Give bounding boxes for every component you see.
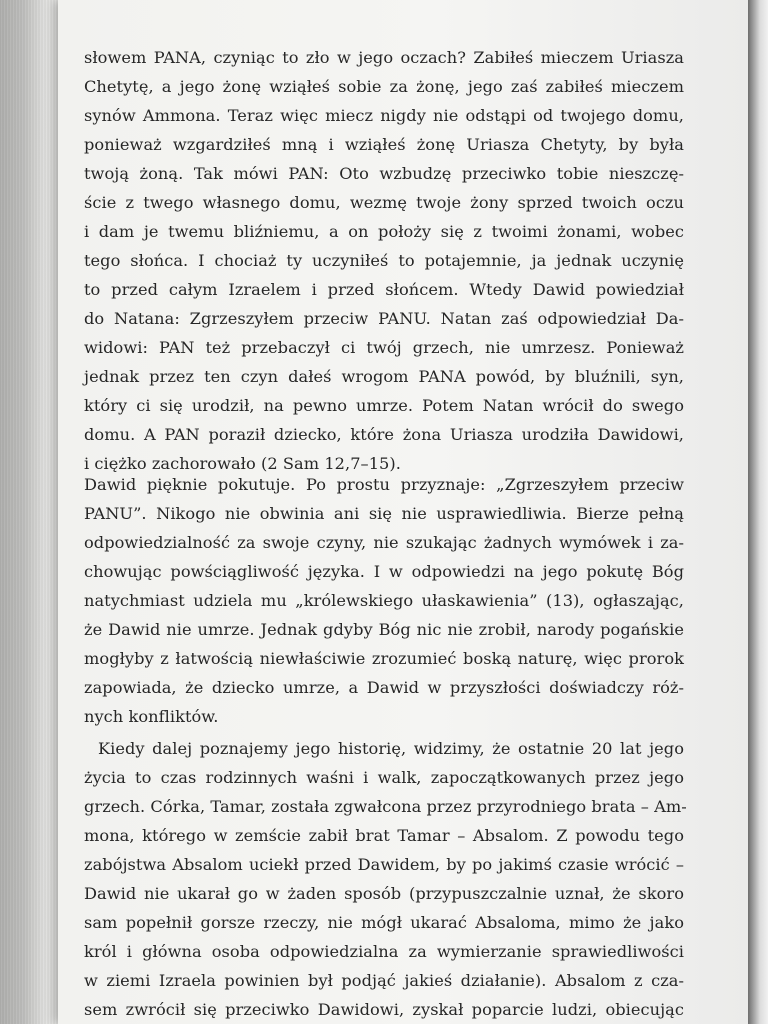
paragraph-line: grzech. Córka, Tamar, została zgwałcona przez przyrodniego brata – Am- xyxy=(84,797,687,816)
quote-line: jednak przez ten czyn dałeś wrogom PANA powód, by bluźnili, syn, xyxy=(84,367,684,386)
paragraph-1 xyxy=(84,470,684,731)
quote-line: ponieważ wzgardziłeś mną i wziąłeś żonę Uriasza Chetyty, by była xyxy=(84,135,684,154)
paragraph-line: życia to czas rodzinnych waśni i walk, zapoczątkowanych przez jego xyxy=(84,768,684,787)
paragraph-line: mogłyby z łatwością niewłaściwie zrozumieć boską naturę, więc prorok xyxy=(84,649,684,668)
quote-line: który ci się urodził, na pewno umrze. Potem Natan wrócił do swego xyxy=(84,396,684,415)
quote-line: widowi: PAN też przebaczył ci twój grzech, nie umrzesz. Ponieważ xyxy=(84,338,684,357)
paragraph-line: nych konfliktów. xyxy=(84,707,219,726)
paragraph-line: zapowiada, że dziecko umrze, a Dawid w przyszłości doświadczy róż- xyxy=(84,678,684,697)
quote-line: synów Ammona. Teraz więc miecz nigdy nie odstąpi od twojego domu, xyxy=(84,106,684,125)
paragraph-line: że Dawid nie umrze. Jednak gdyby Bóg nic nie zrobił, narody pogańskie xyxy=(84,620,684,639)
body-text xyxy=(84,470,687,1024)
paragraph-line: zabójstwa Absalom uciekł przed Dawidem, by po jakimś czasie wrócić – xyxy=(84,855,684,874)
paragraph-line: Kiedy dalej poznajemy jego historię, widzimy, że ostatnie 20 lat jego xyxy=(98,739,684,758)
paragraph-line: PANU”. Nikogo nie obwinia ani się nie usprawiedliwia. Bierze pełną xyxy=(84,504,684,523)
quote-line: tego słońca. I chociaż ty uczyniłeś to potajemnie, ja jednak uczynię xyxy=(84,251,684,270)
scripture-quote xyxy=(84,43,684,478)
paragraph-line: Dawid pięknie pokutuje. Po prostu przyznaje: „Zgrzeszyłem przeciw xyxy=(84,475,684,494)
quote-line: twoją żoną. Tak mówi PAN: Oto wzbudzę przeciwko tobie nieszczę- xyxy=(84,164,684,183)
paragraph-line: sam popełnił gorsze rzeczy, nie mógł ukarać Absaloma, mimo że jako xyxy=(84,913,684,932)
paragraph-line: Dawid nie ukarał go w żaden sposób (przypuszczalnie uznał, że skoro xyxy=(84,884,684,903)
paragraph-line: natychmiast udziela mu „królewskiego ułaskawienia” (13), ogłaszając, xyxy=(84,591,684,610)
quote-line: i ciężko zachorowało (2 Sam 12,7–15). xyxy=(84,454,401,473)
paragraph-line: odpowiedzialność za swoje czyny, nie szukając żadnych wymówek i za- xyxy=(84,533,684,552)
quote-line: i dam je twemu bliźniemu, a on położy się z twoimi żonami, wobec xyxy=(84,222,684,241)
right-page-edge xyxy=(748,0,768,1024)
quote-line: Chetytę, a jego żonę wziąłeś sobie za żonę, jego zaś zabiłeś mieczem xyxy=(84,77,684,96)
quote-line: do Natana: Zgrzeszyłem przeciw PANU. Natan zaś odpowiedział Da- xyxy=(84,309,684,328)
paragraph-2 xyxy=(84,734,687,1024)
quote-line: ście z twego własnego domu, wezmę twoje żony sprzed twoich oczu xyxy=(84,193,684,212)
quote-line: to przed całym Izraelem i przed słońcem. Wtedy Dawid powiedział xyxy=(84,280,684,299)
paragraph-line: mona, którego w zemście zabił brat Tamar – Absalom. Z powodu tego xyxy=(84,826,684,845)
quote-line: słowem PANA, czyniąc to zło w jego oczach? Zabiłeś mieczem Uriasza xyxy=(84,48,684,67)
paragraph-line: chowując powściągliwość języka. I w odpowiedzi na jego pokutę Bóg xyxy=(84,562,684,581)
paragraph-line: król i główna osoba odpowiedzialna za wymierzanie sprawiedliwości xyxy=(84,942,684,961)
paragraph-line: sem zwrócił się przeciwko Dawidowi, zyskał poparcie ludzi, obiecując xyxy=(84,1000,684,1019)
paragraph-line: w ziemi Izraela powinien był podjąć jakieś działanie). Absalom z cza- xyxy=(84,971,684,990)
quote-line: domu. A PAN poraził dziecko, które żona Uriasza urodziła Dawidowi, xyxy=(84,425,684,444)
